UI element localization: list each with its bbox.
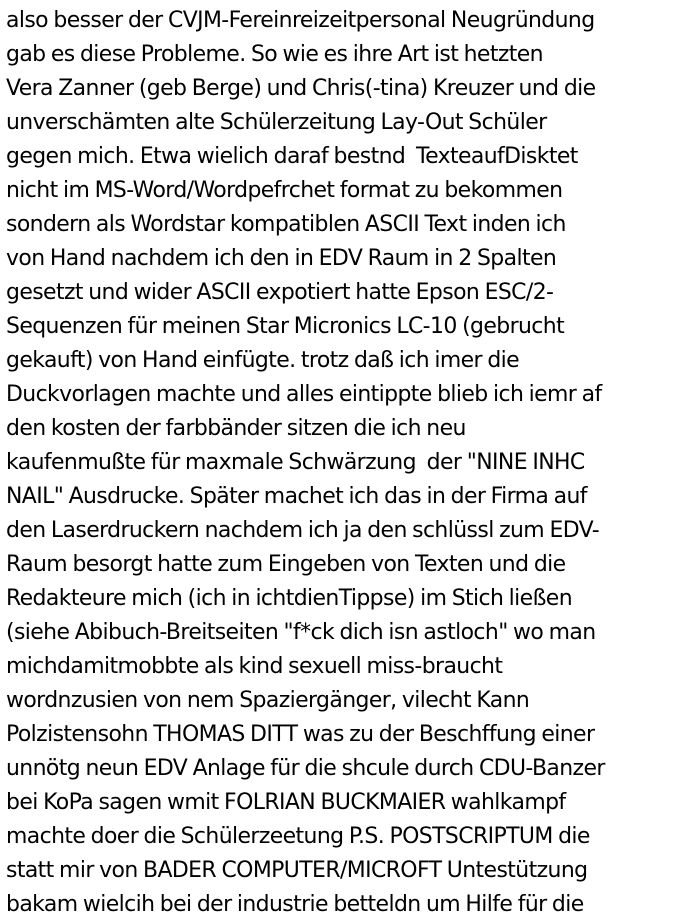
- text-line: bei KoPa sagen wmit FOLRIAN BUCKMAIER wahlkampf: [6, 790, 566, 815]
- text-line: nicht im MS-Word/Wordpefrchet format zu bekommen: [6, 178, 563, 203]
- text-line: den kosten der farbbänder sitzen die ich neu: [6, 416, 466, 441]
- body-text: [6, 4, 684, 920]
- text-line: kaufenmußte für maxmale Schwärzung der "NINE INHC: [6, 450, 585, 475]
- text-line: Raum besorgt hatte zum Eingeben von Texten und die: [6, 552, 566, 577]
- text-line: also besser der CVJM-Fereinreizeitpersonal Neugründung: [6, 8, 595, 33]
- text-line: michdamitmobbte als kind sexuell miss-braucht: [6, 654, 503, 679]
- text-line: Sequenzen für meinen Star Micronics LC-10 (gebrucht: [6, 314, 565, 339]
- text-line: Duckvorlagen machte und alles eintippte blieb ich iemr af: [6, 382, 602, 407]
- text-line: (siehe Abibuch-Breitseiten "f*ck dich isn astloch" wo man: [6, 620, 596, 645]
- text-line: Polzistensohn THOMAS DITT was zu der Beschffung einer: [6, 722, 595, 747]
- text-line: gab es diese Probleme. So wie es ihre Art ist hetzten: [6, 42, 543, 67]
- text-line: statt mir von BADER COMPUTER/MICROFT Untestützung: [6, 858, 588, 883]
- text-line: Redakteure mich (ich in ichtdienTippse) im Stich ließen: [6, 586, 573, 611]
- text-line: gekauft) von Hand einfügte. trotz daß ich imer die: [6, 348, 520, 373]
- text-line: Vera Zanner (geb Berge) und Chris(-tina) Kreuzer und die: [6, 76, 596, 101]
- text-line: sondern als Wordstar kompatiblen ASCII Text inden ich: [6, 212, 566, 237]
- text-line: gegen mich. Etwa wielich daraf bestnd TexteaufDisktet: [6, 144, 578, 169]
- text-line: bakam wielcih bei der industrie betteldn um Hilfe für die: [6, 892, 584, 917]
- text-line: unverschämten alte Schülerzeitung Lay-Out Schüler: [6, 110, 547, 135]
- text-line: NAIL" Ausdrucke. Später machet ich das in der Firma auf: [6, 484, 587, 509]
- text-line: gesetzt und wider ASCII expotiert hatte Epson ESC/2-: [6, 280, 554, 305]
- text-line: unnötg neun EDV Anlage für die shcule durch CDU-Banzer: [6, 756, 605, 781]
- text-line: machte doer die Schülerzeetung P.S. POSTSCRIPTUM die: [6, 824, 590, 849]
- text-line: von Hand nachdem ich den in EDV Raum in 2 Spalten: [6, 246, 557, 271]
- text-line: wordnzusien von nem Spaziergänger, vilecht Kann: [6, 688, 530, 713]
- text-line: den Laserdruckern nachdem ich ja den schlüssl zum EDV-: [6, 518, 600, 543]
